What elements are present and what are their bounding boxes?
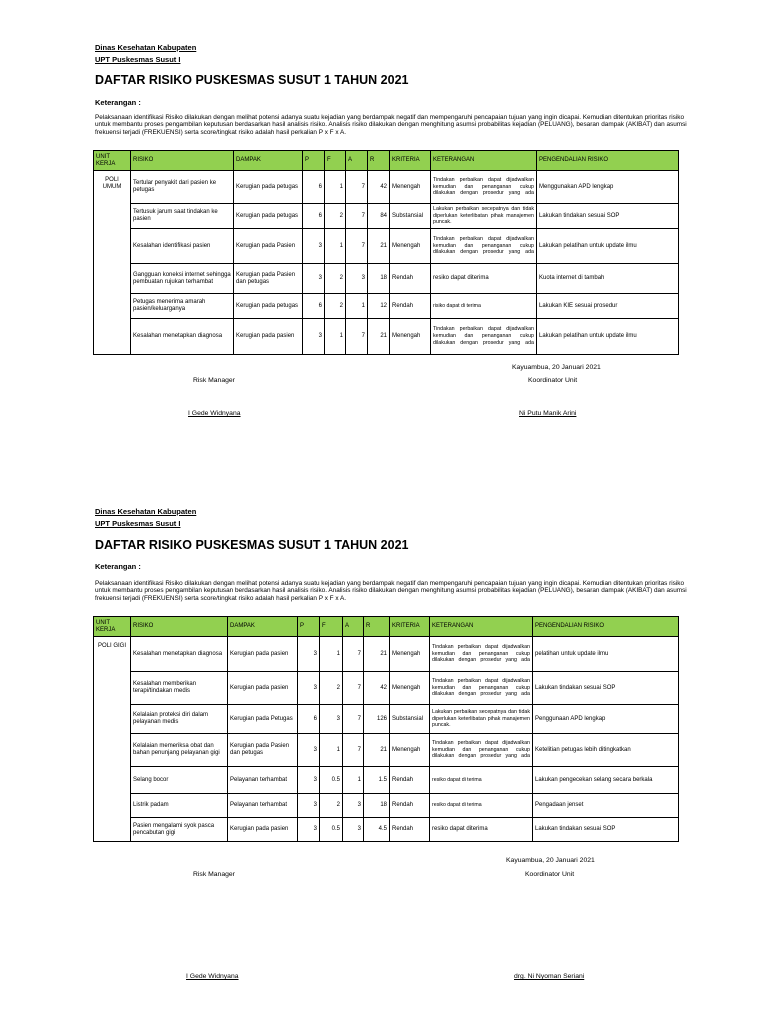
- r-value-cell: 4.5: [364, 818, 390, 842]
- table-row: [94, 637, 679, 672]
- criteria-cell: Substansial: [390, 705, 430, 734]
- impact-cell: Kerugian pada Pasien dan petugas: [234, 264, 303, 294]
- a-value-cell: 3: [346, 264, 368, 294]
- p-value-cell: 3: [298, 672, 320, 705]
- org-line-2: UPT Puskesmas Susut I: [95, 519, 181, 528]
- risk-cell: Tertusuk jarum saat tindakan ke pasien: [131, 204, 234, 229]
- p-value-cell: 6: [303, 204, 325, 229]
- header-kriteria: KRITERIA: [390, 617, 430, 637]
- risk-cell: Kesalahan identifikasi pasien: [131, 229, 234, 264]
- criteria-cell: Menengah: [390, 637, 430, 672]
- a-value-cell: 3: [343, 818, 364, 842]
- impact-cell: Pelayanan terhambat: [228, 794, 298, 818]
- note-cell: resiko dapat di terima: [430, 794, 533, 818]
- control-cell: Lakukan tindakan sesuai SOP: [537, 204, 679, 229]
- risk-cell: Pasien mengalami syok pasca pencabutan gigi: [131, 818, 228, 842]
- impact-cell: Kerugian pada Pasien: [234, 229, 303, 264]
- r-value-cell: 21: [364, 734, 390, 767]
- f-value-cell: 3: [320, 705, 343, 734]
- control-cell: Menggunakan APD lengkap: [537, 171, 679, 204]
- f-value-cell: 0.5: [320, 818, 343, 842]
- a-value-cell: 1: [346, 294, 368, 319]
- p-value-cell: 3: [303, 229, 325, 264]
- header-pengendalian: PENGENDALIAN RISIKO: [537, 151, 679, 171]
- impact-cell: Kerugian pada Petugas: [228, 705, 298, 734]
- r-value-cell: 42: [368, 171, 390, 204]
- keterangan-label: Keterangan :: [95, 98, 141, 107]
- table-body: [94, 637, 679, 842]
- r-value-cell: 42: [364, 672, 390, 705]
- unit-kerja-cell: POLI GIGI: [94, 637, 131, 842]
- note-cell: resiko dapat di terima: [430, 767, 533, 794]
- control-cell: Kuota internet di tambah: [537, 264, 679, 294]
- note-cell: Lakukan perbaikan secepatnya dan tidak diperlukan keterlibatan pihak manajemen puncak.: [430, 705, 533, 734]
- control-cell: Lakukan pengecekan selang secara berkala: [533, 767, 679, 794]
- a-value-cell: 7: [343, 672, 364, 705]
- org-line-1: Dinas Kesehatan Kabupaten: [95, 507, 197, 516]
- r-value-cell: 84: [368, 204, 390, 229]
- a-value-cell: 7: [346, 319, 368, 355]
- control-cell: Ketelitian petugas lebih ditingkatkan: [533, 734, 679, 767]
- header-kriteria: KRITERIA: [390, 151, 431, 171]
- header-p: P: [298, 617, 320, 637]
- header-keterangan: KETERANGAN: [431, 151, 537, 171]
- criteria-cell: Menengah: [390, 672, 430, 705]
- table-row: [94, 767, 679, 794]
- f-value-cell: 2: [320, 672, 343, 705]
- note-cell: Tindakan perbaikan dapat dijadwalkan kemudian dan penanganan cukup dilakukan dengan prosedur yang ada: [430, 734, 533, 767]
- p-value-cell: 3: [298, 794, 320, 818]
- p-value-cell: 3: [298, 818, 320, 842]
- note-cell: Tindakan perbaikan dapat dijadwalkan kemudian dan penanganan cukup dilakukan dengan prosedur yang ada: [431, 319, 537, 355]
- header-p: P: [303, 151, 325, 171]
- r-value-cell: 18: [368, 264, 390, 294]
- note-cell: Tindakan perbaikan dapat dijadwalkan kemudian dan penanganan cukup dilakukan dengan prosedur yang ada: [431, 229, 537, 264]
- p-value-cell: 3: [303, 319, 325, 355]
- left-role: Risk Manager: [193, 377, 235, 384]
- table-row: [94, 734, 679, 767]
- control-cell: Lakukan pelatihan untuk update ilmu: [537, 229, 679, 264]
- p-value-cell: 3: [298, 767, 320, 794]
- description-paragraph: Pelaksanaan identifikasi Risiko dilakukan dengan melihat potensi adanya suatu kejadian yang berdampak negatif dan mempengaruhi pencapaian tujuan yang ingin dicapai. Kemudian ditentukan prioritas risiko untuk membantu proses pengambilan keputusan berdasarkan hasil analisis risiko. Analisis risiko dilakukan dengan menghitung asumsi probabilitas kejadian (PELUANG), besaran dampak (AKIBAT) dan asumsi frekuensi terjadi (FREKUENSI) serta score/tingkat risiko adalah hasil perkalian P x F x A.: [95, 114, 687, 136]
- document-title: DAFTAR RISIKO PUSKESMAS SUSUT 1 TAHUN 2021: [95, 73, 409, 87]
- p-value-cell: 6: [303, 171, 325, 204]
- control-cell: Lakukan tindakan sesuai SOP: [533, 818, 679, 842]
- table-row: [94, 672, 679, 705]
- risk-cell: Listrik padam: [131, 794, 228, 818]
- impact-cell: Kerugian pada petugas: [234, 294, 303, 319]
- impact-cell: Kerugian pada petugas: [234, 204, 303, 229]
- r-value-cell: 12: [368, 294, 390, 319]
- risk-table: [93, 616, 679, 842]
- place-date: Kayuambua, 20 Januari 2021: [506, 857, 595, 864]
- criteria-cell: Menengah: [390, 734, 430, 767]
- header-unit-kerja: UNIT KERJA: [94, 151, 131, 171]
- r-value-cell: 18: [364, 794, 390, 818]
- a-value-cell: 7: [343, 705, 364, 734]
- impact-cell: Kerugian pada pasien: [234, 319, 303, 355]
- f-value-cell: 2: [325, 294, 346, 319]
- risk-cell: Selang bocor: [131, 767, 228, 794]
- control-cell: Lakukan tindakan sesuai SOP: [533, 672, 679, 705]
- a-value-cell: 7: [343, 734, 364, 767]
- keterangan-label: Keterangan :: [95, 562, 141, 571]
- impact-cell: Kerugian pada Pasien dan petugas: [228, 734, 298, 767]
- p-value-cell: 3: [298, 734, 320, 767]
- place-date: Kayuambua, 20 Januari 2021: [512, 364, 601, 371]
- table-header-row: [94, 617, 679, 637]
- right-role: Koordinator Unit: [528, 377, 578, 384]
- criteria-cell: Menengah: [390, 229, 431, 264]
- impact-cell: Kerugian pada pasien: [228, 818, 298, 842]
- control-cell: Penggunaan APD lengkap: [533, 705, 679, 734]
- control-cell: pelatihan untuk update ilmu: [533, 637, 679, 672]
- note-cell: Lakukan perbaikan secepatnya dan tidak diperlukan keterlibatan pihak manajemen puncak.: [431, 204, 537, 229]
- left-signatory-name: I Gede Widnyana: [186, 973, 239, 980]
- a-value-cell: 7: [343, 637, 364, 672]
- criteria-cell: Rendah: [390, 767, 430, 794]
- a-value-cell: 1: [343, 767, 364, 794]
- header-keterangan: KETERANGAN: [430, 617, 533, 637]
- f-value-cell: 1: [325, 171, 346, 204]
- header-f: F: [320, 617, 343, 637]
- risk-cell: Kesalahan menetapkan diagnosa: [131, 637, 228, 672]
- a-value-cell: 3: [343, 794, 364, 818]
- header-a: A: [343, 617, 364, 637]
- a-value-cell: 7: [346, 204, 368, 229]
- org-line-1: Dinas Kesehatan Kabupaten: [95, 43, 197, 52]
- r-value-cell: 21: [368, 229, 390, 264]
- note-cell: resiko dapat diterima: [431, 264, 537, 294]
- a-value-cell: 7: [346, 171, 368, 204]
- description-paragraph: Pelaksanaan identifikasi Risiko dilakukan dengan melihat potensi adanya suatu kejadian yang berdampak negatif dan mempengaruhi pencapaian tujuan yang ingin dicapai. Kemudian ditentukan prioritas risiko untuk membantu proses pengambilan keputusan berdasarkan hasil analisis risiko. Analisis risiko dilakukan dengan menghitung asumsi probabilitas kejadian (PELUANG), besaran dampak (AKIBAT) dan asumsi frekuensi terjadi (FREKUENSI) serta score/tingkat risiko adalah hasil perkalian P x F x A.: [95, 580, 687, 602]
- document-title: DAFTAR RISIKO PUSKESMAS SUSUT 1 TAHUN 2021: [95, 538, 409, 552]
- f-value-cell: 2: [320, 794, 343, 818]
- header-dampak: DAMPAK: [228, 617, 298, 637]
- risk-cell: Petugas menerima amarah pasien/keluarganya: [131, 294, 234, 319]
- p-value-cell: 6: [298, 705, 320, 734]
- impact-cell: Kerugian pada pasien: [228, 672, 298, 705]
- f-value-cell: 0.5: [320, 767, 343, 794]
- table-row: [94, 705, 679, 734]
- criteria-cell: Substansial: [390, 204, 431, 229]
- risk-cell: Kesalahan memberikan terapi/tindakan medis: [131, 672, 228, 705]
- impact-cell: Pelayanan terhambat: [228, 767, 298, 794]
- unit-kerja-cell: POLI UMUM: [94, 171, 131, 355]
- risk-cell: Kesalahan menetapkan diagnosa: [131, 319, 234, 355]
- r-value-cell: 1.5: [364, 767, 390, 794]
- criteria-cell: Menengah: [390, 171, 431, 204]
- note-cell: risiko dapat di terima: [431, 294, 537, 319]
- criteria-cell: Rendah: [390, 818, 430, 842]
- control-cell: Pengadaan jenset: [533, 794, 679, 818]
- header-r: R: [368, 151, 390, 171]
- header-risiko: RISIKO: [131, 617, 228, 637]
- p-value-cell: 6: [303, 294, 325, 319]
- left-signatory-name: I Gede Widnyana: [188, 410, 241, 417]
- criteria-cell: Rendah: [390, 264, 431, 294]
- risk-cell: Kelalaian memeriksa obat dan bahan penunjang pelayanan gigi: [131, 734, 228, 767]
- table-row: [94, 794, 679, 818]
- table-row: [94, 818, 679, 842]
- impact-cell: Kerugian pada petugas: [234, 171, 303, 204]
- r-value-cell: 21: [364, 637, 390, 672]
- right-signatory-name: drg. Ni Nyoman Seriani: [514, 973, 585, 980]
- r-value-cell: 126: [364, 705, 390, 734]
- impact-cell: Kerugian pada pasien: [228, 637, 298, 672]
- note-cell: Tindakan perbaikan dapat dijadwalkan kemudian dan penanganan cukup dilakukan dengan prosedur yang ada: [431, 171, 537, 204]
- f-value-cell: 1: [320, 734, 343, 767]
- header-a: A: [346, 151, 368, 171]
- header-f: F: [325, 151, 346, 171]
- f-value-cell: 1: [325, 229, 346, 264]
- f-value-cell: 2: [325, 204, 346, 229]
- note-cell: Tindakan perbaikan dapat dijadwalkan kemudian dan penanganan cukup dilakukan dengan prosedur yang ada: [430, 672, 533, 705]
- header-dampak: DAMPAK: [234, 151, 303, 171]
- header-unit-kerja: UNIT KERJA: [94, 617, 131, 637]
- criteria-cell: Rendah: [390, 294, 431, 319]
- a-value-cell: 7: [346, 229, 368, 264]
- note-cell: resiko dapat diterima: [430, 818, 533, 842]
- f-value-cell: 1: [325, 319, 346, 355]
- header-pengendalian: PENGENDALIAN RISIKO: [533, 617, 679, 637]
- header-risiko: RISIKO: [131, 151, 234, 171]
- right-signatory-name: Ni Putu Manik Arini: [519, 410, 577, 417]
- left-role: Risk Manager: [193, 871, 235, 878]
- p-value-cell: 3: [298, 637, 320, 672]
- f-value-cell: 1: [320, 637, 343, 672]
- criteria-cell: Menengah: [390, 319, 431, 355]
- control-cell: Lakukan KIE sesuai prosedur: [537, 294, 679, 319]
- criteria-cell: Rendah: [390, 794, 430, 818]
- note-cell: Tindakan perbaikan dapat dijadwalkan kemudian dan penanganan cukup dilakukan dengan prosedur yang ada: [430, 637, 533, 672]
- risk-cell: Kelalaian proteksi diri dalam pelayanan medis: [131, 705, 228, 734]
- risk-cell: Gangguan koneksi internet sehingga pembuatan rujukan terhambat: [131, 264, 234, 294]
- risk-cell: Tertular penyakit dari pasien ke petugas: [131, 171, 234, 204]
- r-value-cell: 21: [368, 319, 390, 355]
- org-line-2: UPT Puskesmas Susut I: [95, 55, 181, 64]
- right-role: Koordinator Unit: [525, 871, 575, 878]
- header-r: R: [364, 617, 390, 637]
- f-value-cell: 2: [325, 264, 346, 294]
- control-cell: Lakukan pelatihan untuk update ilmu: [537, 319, 679, 355]
- p-value-cell: 3: [303, 264, 325, 294]
